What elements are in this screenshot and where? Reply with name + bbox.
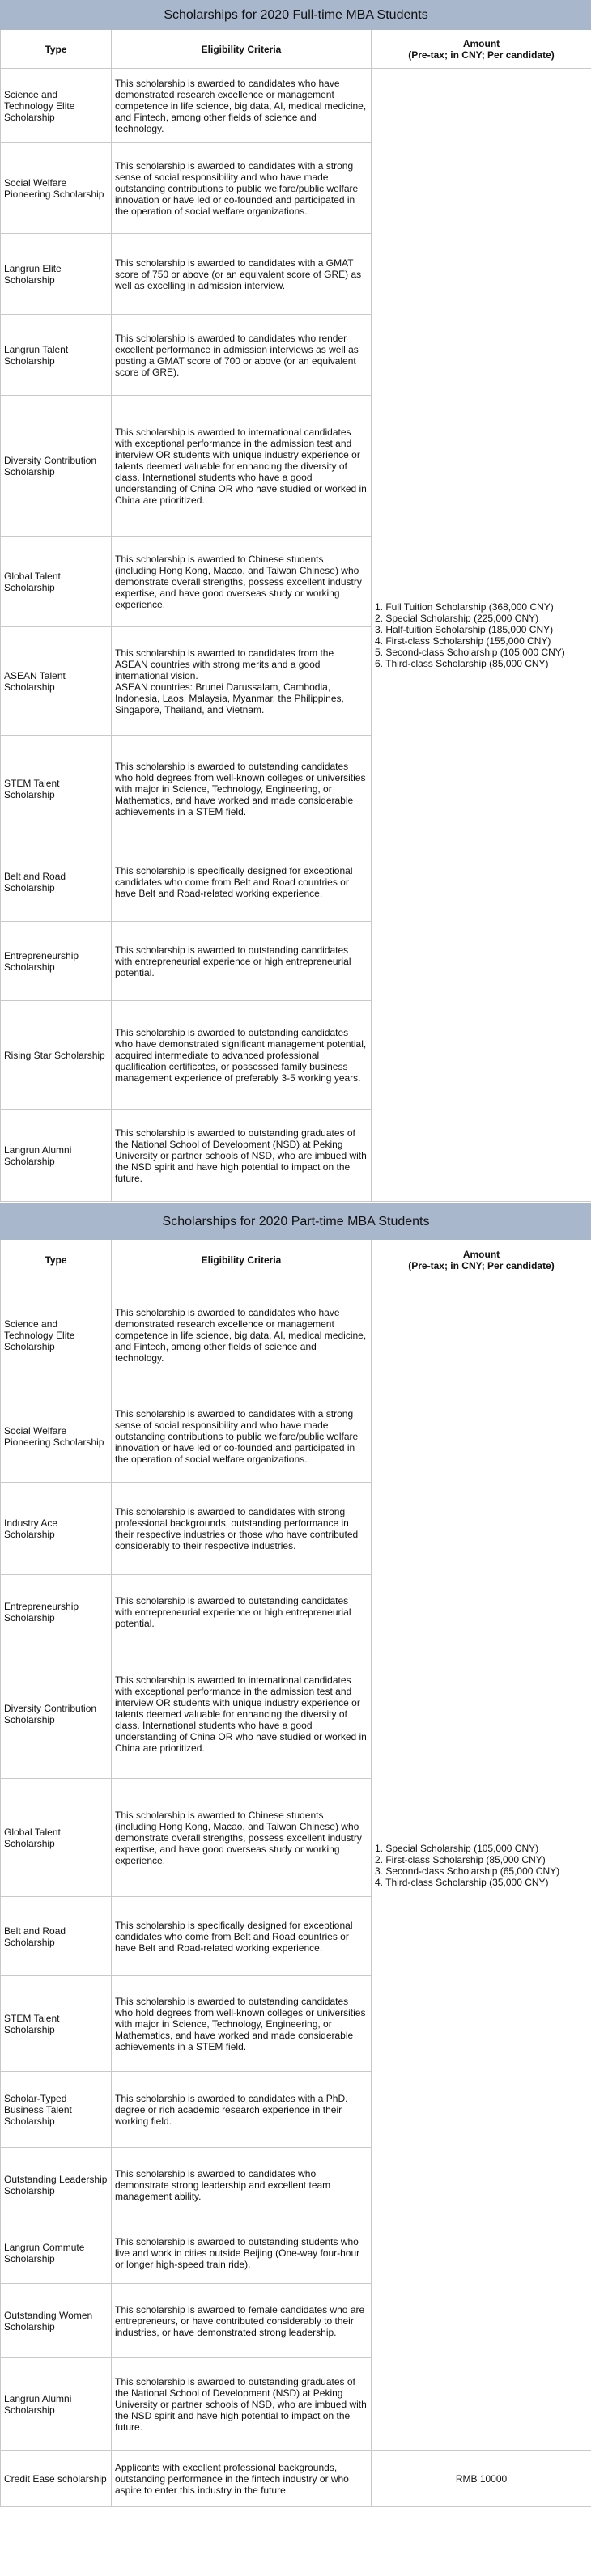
scholarship-criteria: This scholarship is awarded to candidates with strong professional backgrounds, outstanding performance in their respective industries or those who have contributed considerably to their respective industries. [112,1483,372,1575]
scholarship-criteria: This scholarship is awarded to outstanding candidates with entrepreneurial experience or high entrepreneurial potential. [112,1575,372,1649]
scholarship-type: Credit Ease scholarship [1,2451,112,2507]
col-criteria-header: Eligibility Criteria [112,30,372,69]
scholarship-criteria: This scholarship is awarded to candidates with a strong sense of social responsibility and who have made outstanding contributions to public welfare/public welfare innovation or have led or co-founded and participated in the operation of social welfare organizations. [112,1390,372,1483]
scholarship-type: STEM Talent Scholarship [1,736,112,842]
amount-header-line1: Amount [462,37,500,49]
scholarship-criteria: This scholarship is awarded to outstanding graduates of the National School of Development (NSD) at Peking University or partner schools of NSD, who are imbued with the NSD spirit and have high potential to impact on the future. [112,2358,372,2451]
scholarship-criteria: This scholarship is awarded to outstanding candidates who have demonstrated significant management potential, acquired intermediate to advanced professional qualification certificates, or possessed family business management experience of preferably 3-5 working years. [112,1001,372,1110]
scholarship-criteria: This scholarship is awarded to outstanding candidates with entrepreneurial experience or high entrepreneurial potential. [112,922,372,1001]
scholarship-type: Science and Technology Elite Scholarship [1,1280,112,1390]
amount-item: 3. Second-class Scholarship (65,000 CNY) [375,1865,560,1877]
scholarship-type: Social Welfare Pioneering Scholarship [1,143,112,234]
scholarship-criteria: This scholarship is awarded to candidates who have demonstrated research excellence or management competence in life science, big data, AI, medical medicine, and Fintech, among other fields of science and technology. [112,1280,372,1390]
scholarship-type: Langrun Talent Scholarship [1,315,112,396]
scholarship-type: Langrun Elite Scholarship [1,234,112,315]
scholarship-type: Diversity Contribution Scholarship [1,1649,112,1779]
scholarship-criteria: This scholarship is awarded to outstanding graduates of the National School of Development (NSD) at Peking University or partner schools of NSD, who are imbued with the NSD spirit and have high potential to impact on the future. [112,1110,372,1202]
scholarship-criteria: This scholarship is awarded to outstanding candidates who hold degrees from well-known colleges or universities with major in Science, Technology, Engineering, or Mathematics, and have worked and made considerable achievements in a STEM field. [112,736,372,842]
col-type-header: Type [1,30,112,69]
scholarship-criteria: This scholarship is awarded to candidates with a strong sense of social responsibility and who have made outstanding contributions to public welfare/public welfare innovation or have led or co-founded and participated in the operation of social welfare organizations. [112,143,372,234]
scholarship-criteria: This scholarship is awarded to international candidates with exceptional performance in the admission test and interview OR students with unique industry experience or talents deemed valuable for enhancing the diversity of class. International students who have a good understanding of China OR who have studied or worked in China are prioritized. [112,396,372,537]
amount-item: 4. Third-class Scholarship (35,000 CNY) [375,1876,549,1888]
scholarship-criteria: This scholarship is awarded to candidates with a GMAT score of 750 or above (or an equivalent score of GRE) as well as excelling in admission interview. [112,234,372,315]
amount-item: 1. Special Scholarship (105,000 CNY) [375,1842,539,1854]
scholarship-type: Social Welfare Pioneering Scholarship [1,1390,112,1483]
amount-item: 2. Special Scholarship (225,000 CNY) [375,612,539,624]
col-amount-header [372,1240,591,1280]
scholarship-type: Rising Star Scholarship [1,1001,112,1110]
parttime-amount-list [372,1280,591,2451]
scholarship-type: Belt and Road Scholarship [1,1897,112,1976]
scholarship-criteria: This scholarship is specifically designed for exceptional candidates who come from Belt and Road countries or have Belt and Road-related working experience. [112,1897,372,1976]
scholarship-criteria: This scholarship is awarded to Chinese students (including Hong Kong, Macao, and Taiwan Chinese) who demonstrate overall strengths, possess excellent industry expertise, and have good overseas study or working experience. [112,537,372,627]
amount-item: 5. Second-class Scholarship (105,000 CNY) [375,646,565,658]
scholarship-type: STEM Talent Scholarship [1,1976,112,2072]
scholarship-criteria [112,627,372,736]
scholarship-criteria: Applicants with excellent professional backgrounds, outstanding performance in the fintech industry or who aspire to enter this industry in the future [112,2451,372,2507]
scholarship-criteria: This scholarship is awarded to outstanding students who live and work in cities outside Beijing (One-way four-hour or longer high-speed train ride). [112,2222,372,2284]
scholarship-type: Belt and Road Scholarship [1,842,112,922]
scholarship-type: Outstanding Leadership Scholarship [1,2148,112,2222]
credit-ease-amount: RMB 10000 [372,2451,591,2507]
amount-header-line2: (Pre-tax; in CNY; Per candidate) [408,1259,555,1271]
scholarship-criteria: This scholarship is awarded to candidates with a PhD. degree or rich academic research experience in their working field. [112,2072,372,2148]
amount-item: 3. Half-tuition Scholarship (185,000 CNY) [375,623,554,635]
scholarship-criteria: This scholarship is specifically designed for exceptional candidates who come from Belt and Road countries or have Belt and Road-related working experience. [112,842,372,922]
scholarship-type: Entrepreneurship Scholarship [1,1575,112,1649]
scholarship-criteria: This scholarship is awarded to candidates who demonstrate strong leadership and excellent team management ability. [112,2148,372,2222]
scholarship-criteria: This scholarship is awarded to female candidates who are entrepreneurs, or have contributed considerably to their industries, or have demonstrated strong leadership. [112,2284,372,2358]
parttime-title: Scholarships for 2020 Part-time MBA Students [1,1204,591,1240]
scholarship-type: Global Talent Scholarship [1,537,112,627]
amount-header-line2: (Pre-tax; in CNY; Per candidate) [408,49,555,61]
scholarship-type: ASEAN Talent Scholarship [1,627,112,736]
scholarship-criteria: This scholarship is awarded to candidates who render excellent performance in admission interviews as well as posting a GMAT score of 700 or above (or an equivalent score of GRE). [112,315,372,396]
scholarship-type: Langrun Commute Scholarship [1,2222,112,2284]
col-amount-header [372,30,591,69]
parttime-table [0,1203,591,2507]
scholarship-type: Science and Technology Elite Scholarship [1,69,112,143]
amount-item: 1. Full Tuition Scholarship (368,000 CNY) [375,601,554,613]
amount-item: 6. Third-class Scholarship (85,000 CNY) [375,657,549,669]
amount-header-line1: Amount [462,1248,500,1260]
scholarship-type: Langrun Alumni Scholarship [1,2358,112,2451]
criteria-text: This scholarship is awarded to candidates from the ASEAN countries with strong merits and a good international vision. [115,647,334,681]
amount-item: 2. First-class Scholarship (85,000 CNY) [375,1853,546,1865]
fulltime-title: Scholarships for 2020 Full-time MBA Students [1,1,591,30]
scholarship-type: Entrepreneurship Scholarship [1,922,112,1001]
scholarship-criteria: This scholarship is awarded to candidates who have demonstrated research excellence or management competence in life science, big data, AI, medical medicine, and Fintech, among other fields of science and technology. [112,69,372,143]
scholarship-criteria: This scholarship is awarded to Chinese students (including Hong Kong, Macao, and Taiwan Chinese) who demonstrate overall strengths, possess excellent industry expertise, and have good overseas study or working experience. [112,1779,372,1897]
scholarship-type: Industry Ace Scholarship [1,1483,112,1575]
scholarship-type: Scholar-Typed Business Talent Scholarship [1,2072,112,2148]
fulltime-table [0,0,591,1202]
amount-item: 4. First-class Scholarship (155,000 CNY) [375,634,551,647]
scholarship-criteria: This scholarship is awarded to outstanding candidates who hold degrees from well-known colleges or universities with major in Science, Technology, Engineering, or Mathematics, and have worked and made considerable achievements in a STEM field. [112,1976,372,2072]
col-criteria-header: Eligibility Criteria [112,1240,372,1280]
asean-countries-text: ASEAN countries: Brunei Darussalam, Cambodia, Indonesia, Laos, Malaysia, Myanmar, the Philippines, Singapore, Thailand, and Vietnam. [115,681,344,715]
scholarship-type: Outstanding Women Scholarship [1,2284,112,2358]
scholarship-criteria: This scholarship is awarded to international candidates with exceptional performance in the admission test and interview OR students with unique industry experience or talents deemed valuable for enhancing the diversity of class. International students who have a good understanding of China OR who have studied or worked in China are prioritized. [112,1649,372,1779]
scholarship-type: Langrun Alumni Scholarship [1,1110,112,1202]
scholarship-type: Global Talent Scholarship [1,1779,112,1897]
fulltime-amount-list [372,69,591,1202]
col-type-header: Type [1,1240,112,1280]
scholarship-type: Diversity Contribution Scholarship [1,396,112,537]
